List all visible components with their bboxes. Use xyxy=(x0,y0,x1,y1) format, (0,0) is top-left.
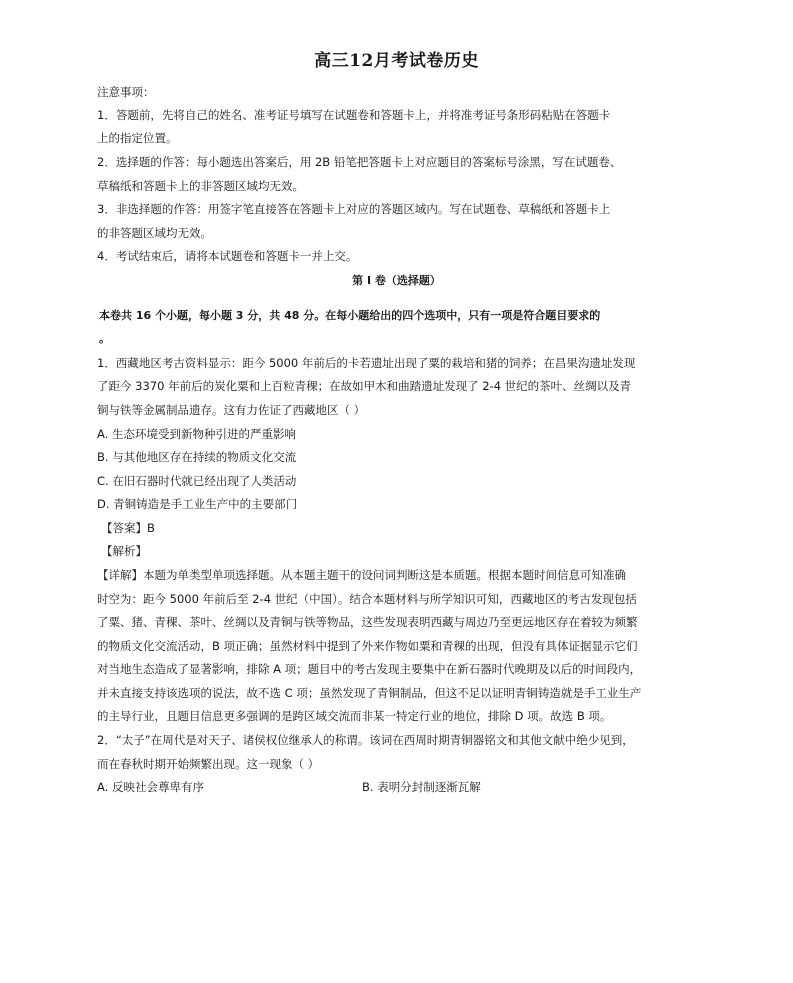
notice-line: 的非答题区域均无效。 xyxy=(97,226,212,240)
q1-answer: 【答案】B xyxy=(101,521,155,535)
notice-line: 3．非选择题的作答：用签字笔直接答在答题卡上对应的答题区域内。写在试题卷、草稿纸和答题卡上 xyxy=(97,202,611,216)
q1-detail-line: 的物质文化交流活动，B 项正确；虽然材料中提到了外来作物如粟和青稞的出现，但没有具体证据显示它们 xyxy=(97,639,638,653)
q1-detail-line: 的主导行业，且题目信息更多强调的是跨区域交流而非某一特定行业的地位，排除 D 项。故选 B 项。 xyxy=(97,709,612,723)
notice-line: 2．选择题的作答：每小题选出答案后，用 2B 铅笔把答题卡上对应题目的答案标号涂黑，写在试题卷、 xyxy=(97,155,622,169)
section-instructions: 本卷共 16 个小题，每小题 3 分，共 48 分。在每小题给出的四个选项中，只有一项是符合题目要求的 xyxy=(99,309,601,322)
q1-option-d: D. 青铜铸造是手工业生产中的主要部门 xyxy=(97,497,298,511)
q1-stem-line: 1．西藏地区考古资料显示：距今 5000 年前后的卡若遗址出现了粟的栽培和猪的饲养；在昌果沟遗址发现 xyxy=(97,356,636,370)
q2-stem-line: 而在春秋时期开始频繁出现。这一现象（ ） xyxy=(97,757,320,771)
q1-stem-line: 铜与铁等金属制品遗存。这有力佐证了西藏地区（ ） xyxy=(97,403,366,417)
q1-detail-line: 并未直接支持该选项的说法，故不选 C 项；虽然发现了青铜制品，但这不足以证明青铜铸造就是手工业生产 xyxy=(97,686,642,700)
q1-detail-line: 对当地生态造成了显著影响，排除 A 项；题目中的考古发现主要集中在新石器时代晚期及以后的时间段内， xyxy=(97,662,642,676)
page-title: 高三12月考试卷历史 xyxy=(314,51,479,71)
q1-detail-line: 了粟、猪、青稞、茶叶、丝绸以及青铜与铁等物品，这些发现表明西藏与周边乃至更远地区存在着较为频繁 xyxy=(97,615,638,629)
section-instructions-tail: 。 xyxy=(99,332,110,345)
notice-line: 上的指定位置。 xyxy=(97,131,178,145)
notice-line: 1．答题前，先将自己的姓名、准考证号填写在试题卷和答题卡上，并将准考证号条形码粘贴在答题卡 xyxy=(97,108,611,122)
q1-option-b: B. 与其他地区存在持续的物质文化交流 xyxy=(97,450,297,464)
q2-option-b: B. 表明分封制逐渐瓦解 xyxy=(362,780,481,794)
q1-option-a: A. 生态环境受到新物种引进的严重影响 xyxy=(97,427,296,441)
section-title: 第 I 卷（选择题） xyxy=(352,274,441,287)
notice-line: 4．考试结束后，请将本试题卷和答题卡一并上交。 xyxy=(97,249,358,263)
q2-stem-line: 2．“太子”在周代是对天子、诸侯权位继承人的称谓。该词在西周时期青铜器铭文和其他文献中绝少见到， xyxy=(97,733,634,747)
q1-stem-line: 了距今 3370 年前后的炭化粟和上百粒青稞；在故如甲木和曲踏遗址发现了 2-4 世纪的茶叶、丝绸以及青 xyxy=(97,379,632,393)
q1-detail-line: 【详解】本题为单类型单项选择题。从本题主题干的设问词判断这是本质题。根据本题时间信息可知准确 xyxy=(97,568,626,582)
q1-detail-line: 时空为：距今 5000 年前后至 2-4 世纪（中国）。结合本题材料与所学知识可知，西藏地区的考古发现包括 xyxy=(97,592,637,606)
notice-line: 草稿纸和答题卡上的非答题区域均无效。 xyxy=(97,179,304,193)
q1-option-c: C. 在旧石器时代就已经出现了人类活动 xyxy=(97,474,297,488)
q1-analysis-label: 【解析】 xyxy=(101,544,147,558)
q2-option-a: A. 反映社会尊卑有序 xyxy=(97,780,204,794)
notice-heading: 注意事项： xyxy=(97,85,155,99)
